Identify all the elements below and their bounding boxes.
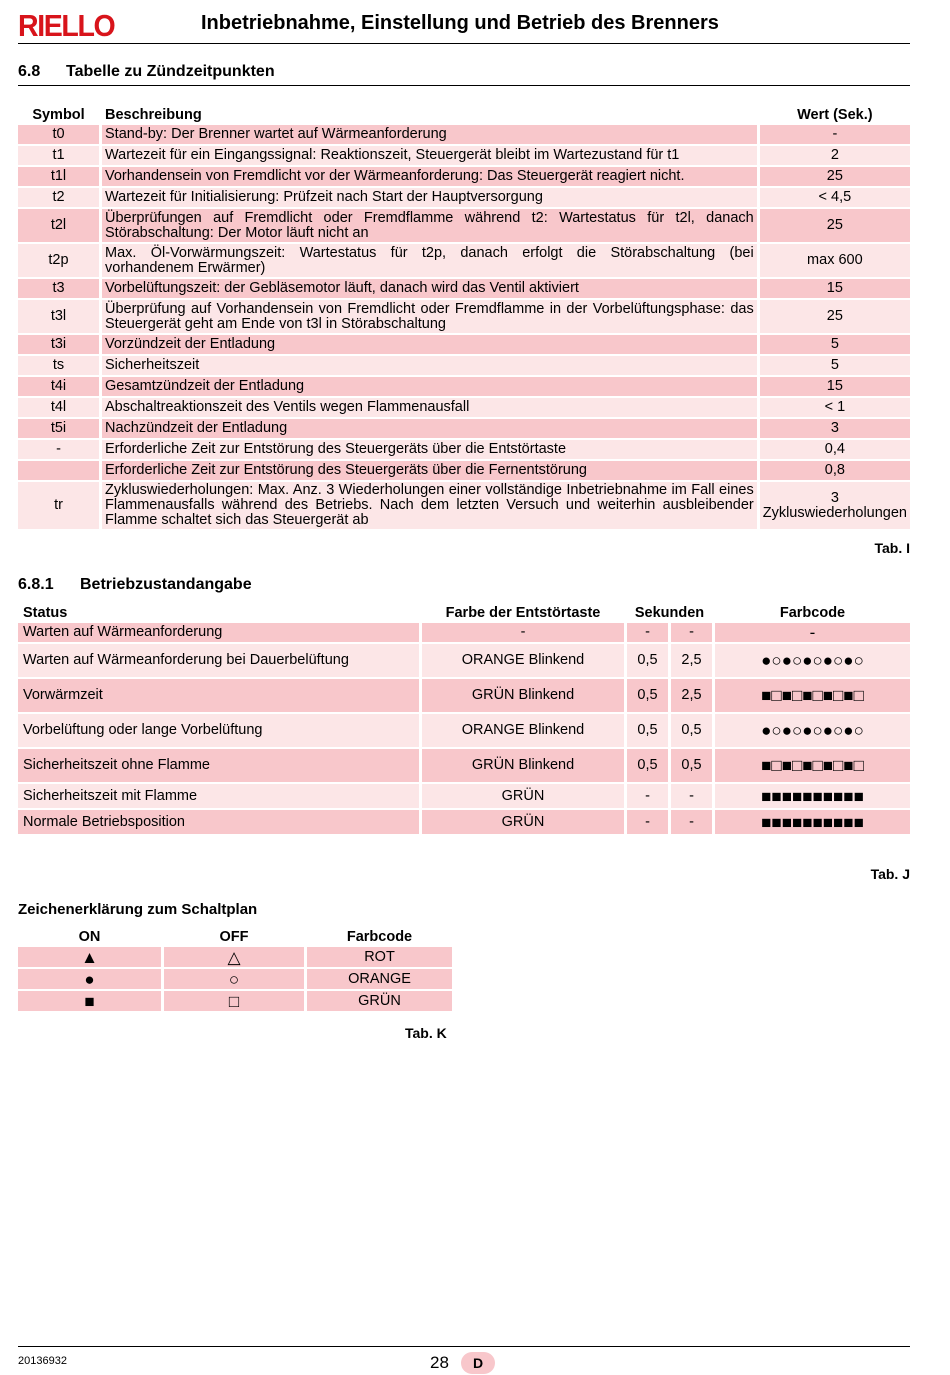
description-cell: Nachzündzeit der Entladung <box>102 419 757 438</box>
language-badge: D <box>461 1352 495 1374</box>
table-label-i: Tab. I <box>874 540 910 556</box>
seconds-off-cell: - <box>671 810 712 834</box>
value-cell: < 1 <box>760 398 910 417</box>
value-cell: < 4,5 <box>760 188 910 207</box>
color-code-cell: ■■■■■■■■■■ <box>715 810 910 834</box>
table-row <box>18 440 910 459</box>
symbol-cell: t1 <box>18 146 99 165</box>
reset-button-color-cell: - <box>422 623 624 642</box>
section-number: 6.8.1 <box>18 576 54 593</box>
off-symbol-icon: □ <box>164 991 304 1011</box>
seconds-on-cell: - <box>627 810 668 834</box>
description-cell: Vorbelüftungszeit: der Gebläsemotor läuft, danach wird das Ventil aktiviert <box>102 279 757 298</box>
column-header-status: Status <box>23 605 68 621</box>
table-row <box>18 146 910 165</box>
column-header-seconds: Sekunden <box>634 605 705 621</box>
reset-button-color-cell: GRÜN Blinkend <box>422 749 624 782</box>
value-cell: max 600 <box>760 244 910 277</box>
color-code-cell: ●○●○●○●○●○ <box>715 644 910 677</box>
seconds-on-cell: 0,5 <box>627 679 668 712</box>
value-cell: 25 <box>760 300 910 333</box>
seconds-on-cell: 0,5 <box>627 644 668 677</box>
table-row <box>18 279 910 298</box>
table-row <box>18 167 910 186</box>
table-row <box>18 244 910 277</box>
table-row <box>18 461 910 480</box>
seconds-off-cell: - <box>671 784 712 808</box>
page-footer <box>18 1346 910 1372</box>
table-row <box>18 810 910 834</box>
off-symbol-icon: ○ <box>164 969 304 989</box>
table-row <box>18 991 452 1011</box>
legend-heading: Zeichenerklärung zum Schaltplan <box>18 901 258 918</box>
description-cell: Vorzündzeit der Entladung <box>102 335 757 354</box>
description-cell: Vorhandensein von Fremdlicht vor der Wärmeanforderung: Das Steuergerät reagiert nicht. <box>102 167 757 186</box>
seconds-off-cell: 0,5 <box>671 749 712 782</box>
description-cell: Überprüfungen auf Fremdlicht oder Fremdflamme während t2: Wartestatus für t2l, danach Störabschaltung: Der Motor läuft nicht an <box>102 209 757 242</box>
value-cell: 3 Zykluswiederholungen <box>760 482 910 529</box>
section-6-8-heading <box>18 63 910 86</box>
reset-button-color-cell: ORANGE Blinkend <box>422 714 624 747</box>
seconds-off-cell: 2,5 <box>671 644 712 677</box>
status-cell: Warten auf Wärmeanforderung bei Dauerbelüftung <box>18 644 419 677</box>
status-cell: Vorbelüftung oder lange Vorbelüftung <box>18 714 419 747</box>
page-header <box>18 6 910 44</box>
color-code-cell: ■■■■■■■■■■ <box>715 784 910 808</box>
status-cell: Normale Betriebsposition <box>18 810 419 834</box>
operating-status-table <box>15 604 913 836</box>
ignition-times-table <box>15 106 913 531</box>
description-cell: Abschaltreaktionszeit des Ventils wegen Flammenausfall <box>102 398 757 417</box>
color-code-cell: ●○●○●○●○●○ <box>715 714 910 747</box>
symbol-cell <box>18 461 99 480</box>
on-symbol-icon: ■ <box>18 991 161 1011</box>
table-row <box>18 419 910 438</box>
description-cell: Max. Öl-Vorwärmungszeit: Wartestatus für t2p, danach erfolgt die Störabschaltung (bei vorhandenem Erwärmer) <box>102 244 757 277</box>
color-name-cell: ORANGE <box>307 969 452 989</box>
symbol-cell: t2p <box>18 244 99 277</box>
symbol-cell: ts <box>18 356 99 375</box>
table-row <box>18 125 910 144</box>
column-header-symbol: Symbol <box>32 107 85 123</box>
section-title: Betriebzustandangabe <box>80 576 252 593</box>
document-number: 20136932 <box>18 1355 67 1367</box>
description-cell: Erforderliche Zeit zur Entstörung des Steuergeräts über die Fernentstörung <box>102 461 757 480</box>
value-cell: 2 <box>760 146 910 165</box>
page-title: Inbetriebnahme, Einstellung und Betrieb des Brenners <box>201 12 719 34</box>
on-symbol-icon: ● <box>18 969 161 989</box>
table-label-j: Tab. J <box>870 866 910 882</box>
table-row <box>18 784 910 808</box>
description-cell: Stand-by: Der Brenner wartet auf Wärmeanforderung <box>102 125 757 144</box>
description-cell: Wartezeit für ein Eingangssignal: Reaktionszeit, Steuergerät bleibt im Wartezustand für t1 <box>102 146 757 165</box>
color-code-cell: ■□■□■□■□■□ <box>715 749 910 782</box>
column-header-reset-button-color: Farbe der Entstörtaste <box>445 605 601 621</box>
column-header-off: OFF <box>219 929 249 945</box>
description-cell: Erforderliche Zeit zur Entstörung des Steuergeräts über die Entstörtaste <box>102 440 757 459</box>
table-row <box>18 356 910 375</box>
value-cell: 0,4 <box>760 440 910 459</box>
column-header-color-code: Farbcode <box>779 605 846 621</box>
description-cell: Überprüfung auf Vorhandensein von Fremdlicht oder Fremdflamme in der Vorbelüftungsphase: das Steuergerät geht am Ende von t3l in Störabschaltung <box>102 300 757 333</box>
color-code-cell: ■□■□■□■□■□ <box>715 679 910 712</box>
reset-button-color-cell: ORANGE Blinkend <box>422 644 624 677</box>
column-header-color-code: Farbcode <box>346 929 413 945</box>
value-cell: - <box>760 125 910 144</box>
page-number: 28 <box>430 1353 449 1372</box>
symbol-cell: t1l <box>18 167 99 186</box>
section-number: 6.8 <box>18 63 41 80</box>
status-cell: Sicherheitszeit ohne Flamme <box>18 749 419 782</box>
description-cell: Sicherheitszeit <box>102 356 757 375</box>
column-header-on: ON <box>78 929 101 945</box>
table-row <box>18 300 910 333</box>
table-row <box>18 679 910 712</box>
description-cell: Zykluswiederholungen: Max. Anz. 3 Wiederholungen einer vollständige Inbetriebnahme im Fall eines Flammenausfalls während des Betriebs. Nach dem letzten Versuch und weiterhin ausbleibender Flamme schaltet sich das Steuergerät ab <box>102 482 757 529</box>
seconds-on-cell: - <box>627 623 668 642</box>
table-row <box>18 482 910 529</box>
reset-button-color-cell: GRÜN Blinkend <box>422 679 624 712</box>
seconds-on-cell: 0,5 <box>627 749 668 782</box>
table-row <box>18 623 910 642</box>
value-cell: 15 <box>760 279 910 298</box>
table-row <box>18 188 910 207</box>
symbol-cell: t4i <box>18 377 99 396</box>
symbol-cell: tr <box>18 482 99 529</box>
table-row <box>18 947 452 967</box>
table-row <box>18 398 910 417</box>
riello-logo: RIELLO <box>18 8 115 43</box>
seconds-off-cell: 2,5 <box>671 679 712 712</box>
table-header-row <box>18 606 910 621</box>
table-row <box>18 335 910 354</box>
description-cell: Wartezeit für Initialisierung: Prüfzeit nach Start der Hauptversorgung <box>102 188 757 207</box>
table-row <box>18 209 910 242</box>
reset-button-color-cell: GRÜN <box>422 784 624 808</box>
color-name-cell: GRÜN <box>307 991 452 1011</box>
legend-table <box>15 928 455 1013</box>
value-cell: 3 <box>760 419 910 438</box>
value-cell: 0,8 <box>760 461 910 480</box>
description-cell: Gesamtzündzeit der Entladung <box>102 377 757 396</box>
color-code-cell: - <box>715 623 910 642</box>
status-cell: Vorwärmzeit <box>18 679 419 712</box>
column-header-value: Wert (Sek.) <box>797 107 873 123</box>
symbol-cell: t2l <box>18 209 99 242</box>
color-name-cell: ROT <box>307 947 452 967</box>
value-cell: 25 <box>760 209 910 242</box>
on-symbol-icon: ▲ <box>18 947 161 967</box>
table-row <box>18 377 910 396</box>
value-cell: 15 <box>760 377 910 396</box>
off-symbol-icon: △ <box>164 947 304 967</box>
value-cell: 5 <box>760 335 910 354</box>
table-row <box>18 714 910 747</box>
symbol-cell: - <box>18 440 99 459</box>
seconds-off-cell: 0,5 <box>671 714 712 747</box>
table-row <box>18 749 910 782</box>
value-cell: 5 <box>760 356 910 375</box>
status-cell: Warten auf Wärmeanforderung <box>18 623 419 642</box>
value-cell: 25 <box>760 167 910 186</box>
symbol-cell: t2 <box>18 188 99 207</box>
symbol-cell: t3 <box>18 279 99 298</box>
table-header-row <box>18 108 910 123</box>
reset-button-color-cell: GRÜN <box>422 810 624 834</box>
symbol-cell: t4l <box>18 398 99 417</box>
seconds-on-cell: - <box>627 784 668 808</box>
column-header-description: Beschreibung <box>105 107 202 123</box>
table-header-row <box>18 930 452 945</box>
seconds-on-cell: 0,5 <box>627 714 668 747</box>
table-row <box>18 969 452 989</box>
symbol-cell: t3l <box>18 300 99 333</box>
symbol-cell: t0 <box>18 125 99 144</box>
symbol-cell: t3i <box>18 335 99 354</box>
status-cell: Sicherheitszeit mit Flamme <box>18 784 419 808</box>
seconds-off-cell: - <box>671 623 712 642</box>
table-row <box>18 644 910 677</box>
section-title: Tabelle zu Zündzeitpunkten <box>66 63 275 80</box>
symbol-cell: t5i <box>18 419 99 438</box>
table-label-k: Tab. K <box>405 1025 447 1041</box>
